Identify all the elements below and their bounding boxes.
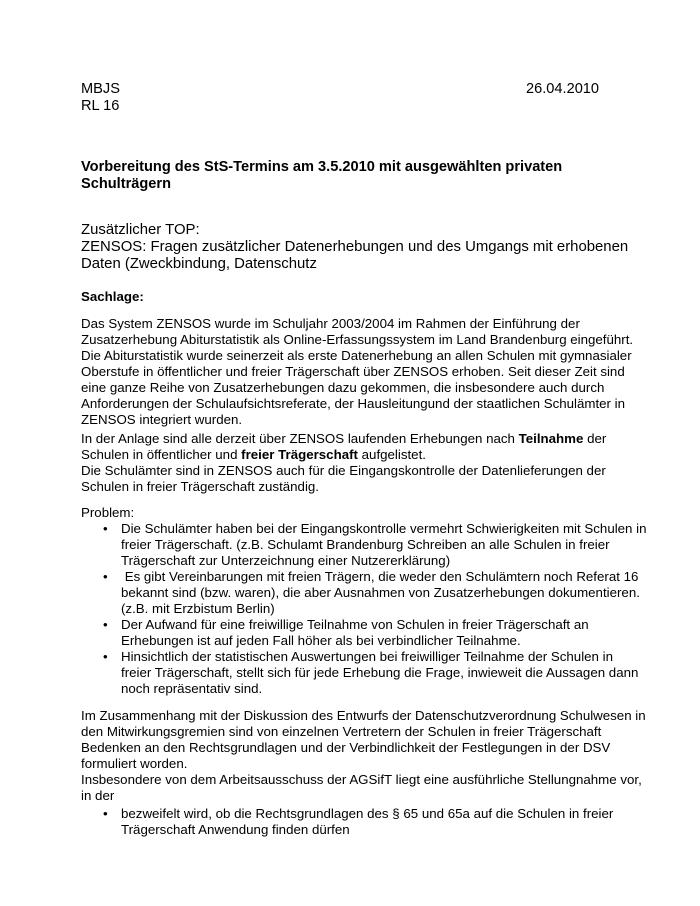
- header-org: MBJS: [81, 81, 120, 97]
- sachlage-heading: Sachlage:: [81, 289, 144, 304]
- paragraph-line: Insbesondere von dem Arbeitsausschuss der AGSifT liegt eine ausführliche Stellungnahme vor,: [81, 772, 642, 787]
- bullet-icon: •: [103, 569, 108, 584]
- header-date: 26.04.2010: [526, 81, 600, 97]
- bullet-icon: •: [103, 521, 108, 536]
- paragraph-line: formuliert worden.: [81, 756, 188, 771]
- paragraph-line: ZENSOS integriert wurden.: [81, 412, 243, 427]
- top-subject-line-1: ZENSOS: Fragen zusätzlicher Datenerhebungen und des Umgangs mit erhobenen: [81, 239, 629, 255]
- paragraph-line: Die Abiturstatistik wurde seinerzeit als erste Datenerhebung an allen Schulen mit gymnasialer: [81, 348, 632, 363]
- list-item-line: bekannt sind (bzw. waren), die aber Ausnahmen von Zusatzerhebungen dokumentieren.: [121, 585, 640, 600]
- list-item-line: bezweifelt wird, ob die Rechtsgrundlagen des § 65 und 65a auf die Schulen in freier: [121, 806, 614, 821]
- top-label: Zusätzlicher TOP:: [81, 222, 200, 238]
- list-item-line: Der Aufwand für eine freiwillige Teilnahme von Schulen in freier Trägerschaft an: [121, 617, 589, 632]
- paragraph-line: eine ganze Reihe von Zusatzerhebungen dazu gekommen, die insbesondere auch durch: [81, 380, 605, 395]
- list-item-line: Erhebungen ist auf jeden Fall höher als bei verbindlicher Teilnahme.: [121, 633, 521, 648]
- paragraph-line: Die Schulämter sind in ZENSOS auch für die Eingangskontrolle der Datenlieferungen der: [81, 463, 606, 478]
- list-item-line: Es gibt Vereinbarungen mit freien Trägern, die weder den Schulämtern noch Referat 16: [121, 569, 639, 584]
- bullet-icon: •: [103, 806, 108, 821]
- document-title-line-1: Vorbereitung des StS-Termins am 3.5.2010 mit ausgewählten privaten: [81, 159, 563, 175]
- list-item-line: freier Trägerschaft, stellt sich für jede Erhebung die Frage, inwieweit die Aussagen dann: [121, 665, 639, 680]
- paragraph-line: in der: [81, 788, 115, 803]
- bullet-icon: •: [103, 649, 108, 664]
- top-subject-line-2: Daten (Zweckbindung, Datenschutz: [81, 256, 317, 272]
- paragraph-line: den Mitwirkungsgremien sind von einzelnen Vertretern der Schulen in freier Trägerschaft: [81, 724, 602, 739]
- paragraph-line: [81, 431, 606, 447]
- list-item-line: freier Trägerschaft. (z.B. Schulamt Brandenburg Schreiben an alle Schulen in freier: [121, 537, 610, 552]
- list-item-line: noch repräsentativ sind.: [121, 681, 263, 696]
- header-unit: RL 16: [81, 98, 120, 114]
- paragraph-line: Zusatzerhebung Abiturstatistik als Online-Erfassungssystem im Land Brandenburg eingeführt.: [81, 332, 634, 347]
- paragraph-line: Schulen in freier Trägerschaft zuständig.: [81, 479, 319, 494]
- list-item-line: Hinsichtlich der statistischen Auswertungen bei freiwilliger Teilnahme der Schulen in: [121, 649, 613, 664]
- text-run: aufgelistet.: [357, 447, 426, 462]
- paragraph-line: Im Zusammenhang mit der Diskussion des Entwurfs der Datenschutzverordnung Schulwesen in: [81, 708, 646, 723]
- text-run: In der Anlage sind alle derzeit über ZENSOS laufenden Erhebungen nach: [81, 431, 519, 446]
- paragraph-line: Das System ZENSOS wurde im Schuljahr 2003/2004 im Rahmen der Einführung der: [81, 316, 580, 331]
- paragraph-line: Bedenken an den Rechtsgrundlagen und der Verbindlichkeit der Festlegungen in der DSV: [81, 740, 611, 755]
- list-item-line: Trägerschaft zur Unterzeichnung einer Nutzererklärung): [121, 553, 451, 568]
- emphasis-teilnahme: Teilnahme: [518, 431, 584, 446]
- problem-label: Problem:: [81, 505, 135, 520]
- document-title-line-2: Schulträgern: [81, 176, 172, 192]
- list-item-line: Die Schulämter haben bei der Eingangskontrolle vermehrt Schwierigkeiten mit Schulen in: [121, 521, 647, 536]
- text-run: der: [583, 431, 607, 446]
- paragraph-line: Oberstufe in öffentlicher und freier Trägerschaft über ZENSOS erhoben. Seit dieser Zeit sind: [81, 364, 625, 379]
- emphasis-freier-traegerschaft: freier Trägerschaft: [241, 447, 358, 462]
- bullet-icon: •: [103, 617, 108, 632]
- text-run: Schulen in öffentlicher und: [81, 447, 242, 462]
- paragraph-line: [81, 447, 426, 463]
- list-item-line: Trägerschaft Anwendung finden dürfen: [121, 822, 350, 837]
- list-item-line: (z.B. mit Erzbistum Berlin): [121, 601, 275, 616]
- paragraph-line: Anforderungen der Schulaufsichtsreferate, der Hausleitungund der staatlichen Schulämter in: [81, 396, 626, 411]
